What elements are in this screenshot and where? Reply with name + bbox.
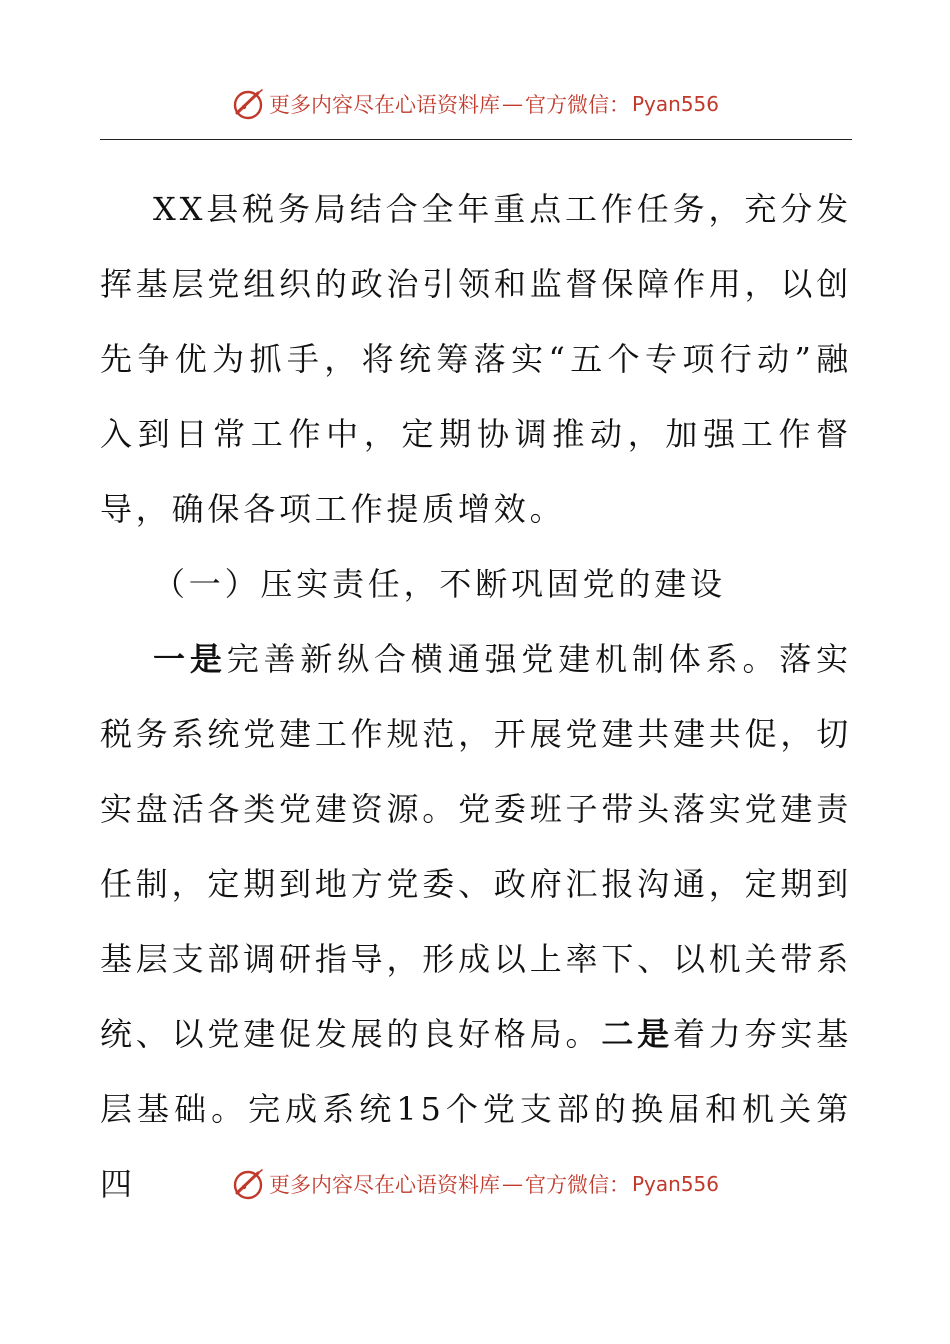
- watermark-label: 官方微信：: [524, 93, 630, 117]
- lead-label-2: 二是: [601, 1015, 673, 1053]
- pen-logo-icon: [231, 1167, 265, 1201]
- watermark-separator: —: [501, 1172, 523, 1196]
- body-text-1: 完善新纵合横通强党建机制体系。落实税务系统党建工作规范，开展党建共建共促，切实盘活各类党建资源。党委班子带头落实党建责任制，定期到地方党委、政府汇报沟通，定期到基层支部调研指导，形成以上率下、以机关带系统、以党建促发展的良好格局。: [100, 640, 852, 1053]
- intro-paragraph: XX县税务局结合全年重点工作任务，充分发挥基层党组织的政治引领和监督保障作用，以创先争优为抓手，将统筹落实“五个专项行动”融入到日常工作中，定期协调推动，加强工作督导，确保各项工作提质增效。: [100, 190, 852, 528]
- body-text-2: 着力夯实基层基础。完成系统15个党支部的换届和机关第四: [100, 1015, 852, 1203]
- watermark-text: 更多内容尽在心语资料库: [268, 1173, 500, 1197]
- footer-watermark: [0, 1164, 950, 1204]
- watermark-wechat-id: Pyan556: [631, 1172, 719, 1196]
- watermark-text: 更多内容尽在心语资料库: [268, 93, 500, 117]
- watermark-wechat-id: Pyan556: [631, 92, 719, 116]
- header-divider: [100, 139, 852, 140]
- header-watermark: [0, 84, 950, 124]
- pen-logo-icon: [231, 87, 265, 121]
- watermark-separator: —: [501, 92, 523, 116]
- section-heading: （一）压实责任，不断巩固党的建设: [153, 565, 726, 603]
- watermark-label: 官方微信：: [524, 1173, 630, 1197]
- body-paragraph: [100, 622, 852, 1222]
- lead-label-1: 一是: [153, 640, 227, 678]
- document-body: [100, 172, 852, 1222]
